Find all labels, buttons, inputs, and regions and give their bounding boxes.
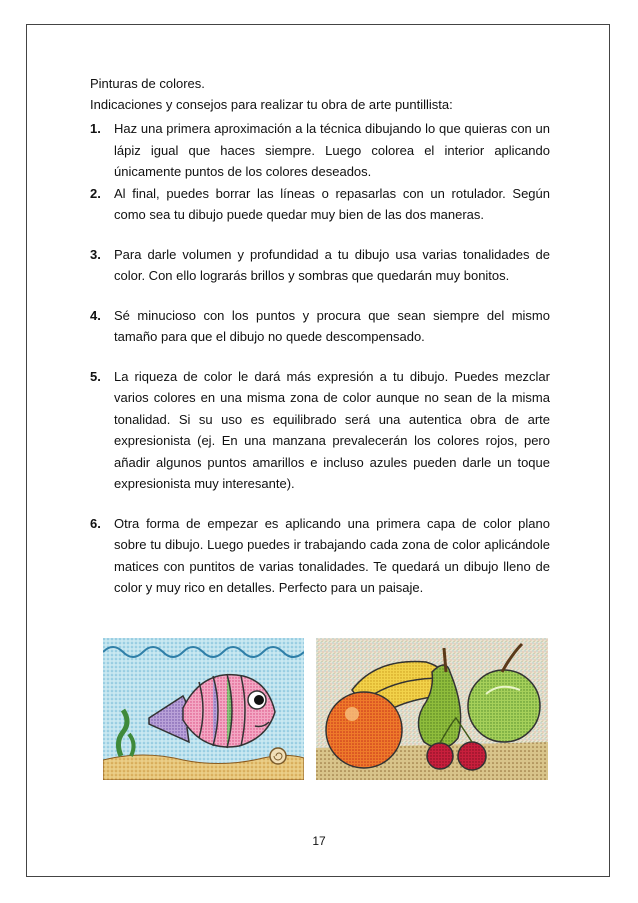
document-title: Pinturas de colores. [90, 76, 205, 91]
list-item [90, 183, 550, 226]
item-text: Otra forma de empezar es aplicando una primera capa de color plano sobre tu dibujo. Luego puedes ir trabajando cada zona de color aplicándole matices con puntitos de varias tonalidades. Te quedará un dibujo lleno de color y muy rico en detalles. Perfecto para un paisaje. [114, 515, 550, 595]
list-item [90, 244, 550, 287]
fruit-still-life-image [316, 638, 548, 780]
item-number: 1. [90, 121, 101, 136]
list-item [90, 118, 550, 183]
document-subtitle: Indicaciones y consejos para realizar tu obra de arte puntillista: [90, 97, 453, 112]
fish-drawing-image [103, 638, 304, 780]
item-text: Sé minucioso con los puntos y procura que sean siempre del mismo tamaño para que el dibujo no quede descompensado. [114, 307, 550, 344]
item-number: 4. [90, 307, 101, 323]
item-text: Para darle volumen y profundidad a tu dibujo usa varias tonalidades de color. Con ello lograrás brillos y sombras que quedarán muy bonitos. [114, 246, 550, 283]
list-item [90, 513, 550, 599]
item-number: 2. [90, 185, 101, 201]
item-number: 6. [90, 515, 101, 531]
illustrations [0, 638, 638, 788]
item-text: La riqueza de color le dará más expresión a tu dibujo. Puedes mezclar varios colores en una misma zona de color aunque no sean de la misma tonalidad. Si su uso es equilibrado será una autentica obra de arte expresionista (ej. En una manzana prevalecerán los colores rojos, pero añadir algunos puntos amarillos e incluso azules pueden darle un toque expresionista muy interesante). [114, 368, 550, 491]
instructions-list [90, 118, 550, 599]
list-item [90, 305, 550, 348]
item-text: Haz una primera aproximación a la técnica dibujando lo que quieras con un lápiz igual que haces siempre. Luego colorea el interior aplicando únicamente puntos de los colores deseados. [114, 121, 550, 179]
item-number: 3. [90, 246, 101, 262]
item-number: 5. [90, 368, 101, 384]
page-number: 17 [312, 834, 326, 848]
item-text: Al final, puedes borrar las líneas o repasarlas con un rotulador. Según como sea tu dibujo puede quedar muy bien de las dos maneras. [114, 185, 550, 222]
list-item [90, 366, 550, 495]
